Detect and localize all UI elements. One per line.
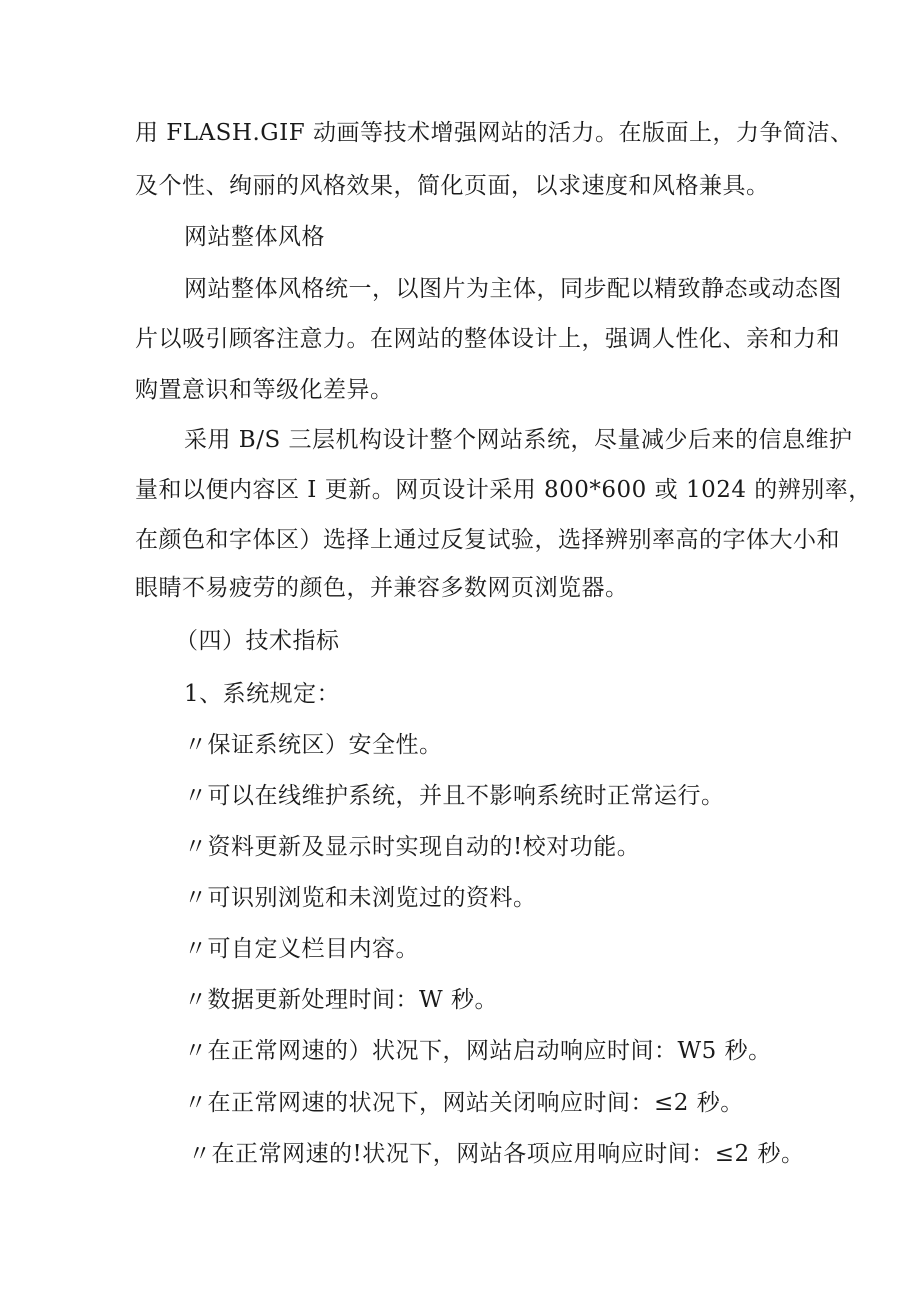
- requirement-item: 〃数据更新处理时间：W 秒。: [184, 987, 498, 1013]
- architecture-line-1: 采用 B/S 三层机构设计整个网站系统，尽量减少后来的信息维护: [184, 427, 853, 453]
- style-line-1: 网站整体风格统一，以图片为主体，同步配以精致静态或动态图: [184, 276, 842, 302]
- intro-line-2: 及个性、绚丽的风格效果，简化页面，以求速度和风格兼具。: [135, 173, 770, 199]
- intro-line-1: 用 FLASH.GIF 动画等技术增强网站的活力。在版面上，力争简洁、: [135, 120, 854, 146]
- requirement-item: 〃可以在线维护系统，并且不影响系统时正常运行。: [184, 783, 725, 809]
- style-line-3: 购置意识和等级化差异。: [135, 377, 394, 403]
- requirement-item: 〃在正常网速的状况下，网站关闭响应时间：≤2 秒。: [184, 1090, 744, 1116]
- architecture-line-4: 眼睛不易疲劳的颜色，并兼容多数网页浏览器。: [135, 575, 629, 601]
- requirement-item: 〃保证系统区）安全性。: [184, 732, 443, 758]
- requirement-item: 〃可识别浏览和未浏览过的资料。: [184, 885, 537, 911]
- architecture-line-3: 在颜色和字体区）选择上通过反复试验，选择辨别率高的字体大小和: [135, 527, 840, 553]
- style-line-2: 片以吸引顾客注意力。在网站的整体设计上，强调人性化、亲和力和: [135, 326, 840, 352]
- requirement-item: 〃在正常网速的）状况下，网站启动响应时间：W5 秒。: [184, 1038, 772, 1064]
- architecture-line-2: 量和以便内容区 I 更新。网页设计采用 800*600 或 1024 的辨别率，: [135, 477, 872, 503]
- requirement-item: 〃资料更新及显示时实现自动的!校对功能。: [184, 834, 641, 860]
- requirement-item: 〃在正常网速的!状况下，网站各项应用响应时间：≤2 秒。: [188, 1141, 805, 1167]
- section-heading: （四）技术指标: [175, 628, 340, 654]
- requirement-item: 〃可自定义栏目内容。: [184, 936, 419, 962]
- style-heading: 网站整体风格: [184, 224, 325, 250]
- subsection-heading: 1、系统规定：: [184, 681, 341, 707]
